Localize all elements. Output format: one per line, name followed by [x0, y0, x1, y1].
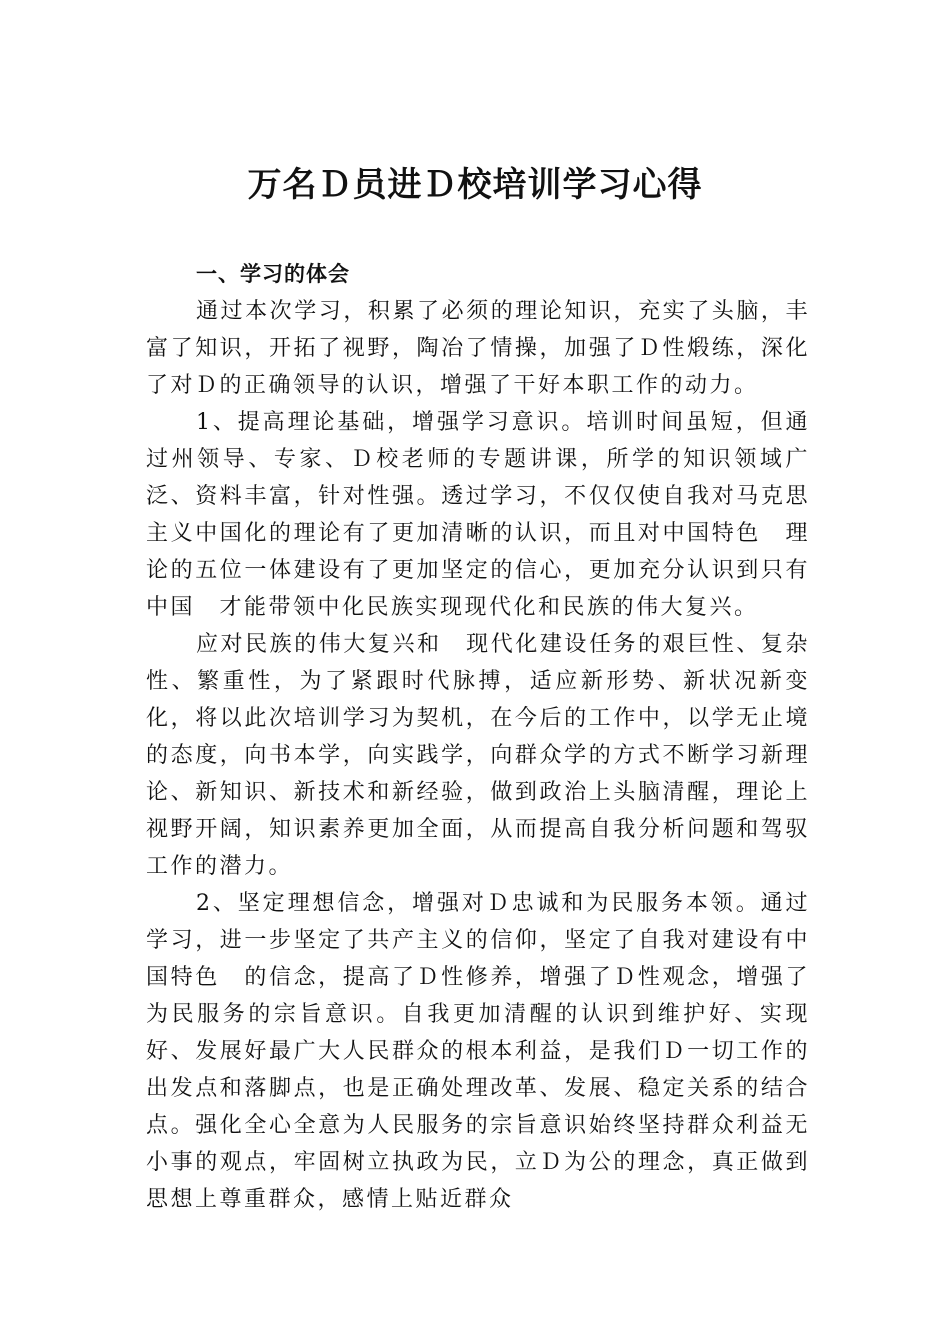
document-title: 万名Ｄ员进Ｄ校培训学习心得: [247, 165, 703, 205]
paragraph-point-1: 1、提高理论基础，增强学习意识。培训时间虽短，但通过州领导、专家、Ｄ校老师的专题讲课，所学的知识领域广泛、资料丰富，针对性强。透过学习，不仅仅使自我对马克思主义中国化的理论有了更加清晰的认识，而且对中国特色 理论的五位一体建设有了更加坚定的信心，更加充分认识到只有中国 才能带领中化民族实现现代化和民族的伟大复兴。: [146, 410, 810, 620]
section-heading: 一、学习的体会: [196, 262, 350, 286]
document-body: [146, 256, 810, 1218]
paragraph-point-2: 2、坚定理想信念，增强对Ｄ忠诚和为民服务本领。通过学习，进一步坚定了共产主义的信仰，坚定了自我对建设有中国特色 的信念，提高了Ｄ性修养，增强了Ｄ性观念，增强了为民服务的宗旨意识。自我更加清醒的认识到维护好、实现好、发展好最广大人民群众的根本利益，是我们Ｄ一切工作的出发点和落脚点，也是正确处理改革、发展、稳定关系的结合点。强化全心全意为人民服务的宗旨意识始终坚持群众利益无小事的观点，牢固树立执政为民，立Ｄ为公的理念，真正做到思想上尊重群众，感情上贴近群众: [146, 891, 810, 1212]
paragraph-point-1-continued: 应对民族的伟大复兴和 现代化建设任务的艰巨性、复杂性、繁重性，为了紧跟时代脉搏，适应新形势、新状况新变化，将以此次培训学习为契机，在今后的工作中，以学无止境的态度，向书本学，向实践学，向群众学的方式不断学习新理论、新知识、新技术和新经验，做到政治上头脑清醒，理论上视野开阔，知识素养更加全面，从而提高自我分析问题和驾驭工作的潜力。: [146, 632, 810, 879]
paragraph-intro: 通过本次学习，积累了必须的理论知识，充实了头脑，丰富了知识，开拓了视野，陶冶了情操，加强了Ｄ性煅练，深化了对Ｄ的正确领导的认识，增强了干好本职工作的动力。: [146, 299, 810, 398]
